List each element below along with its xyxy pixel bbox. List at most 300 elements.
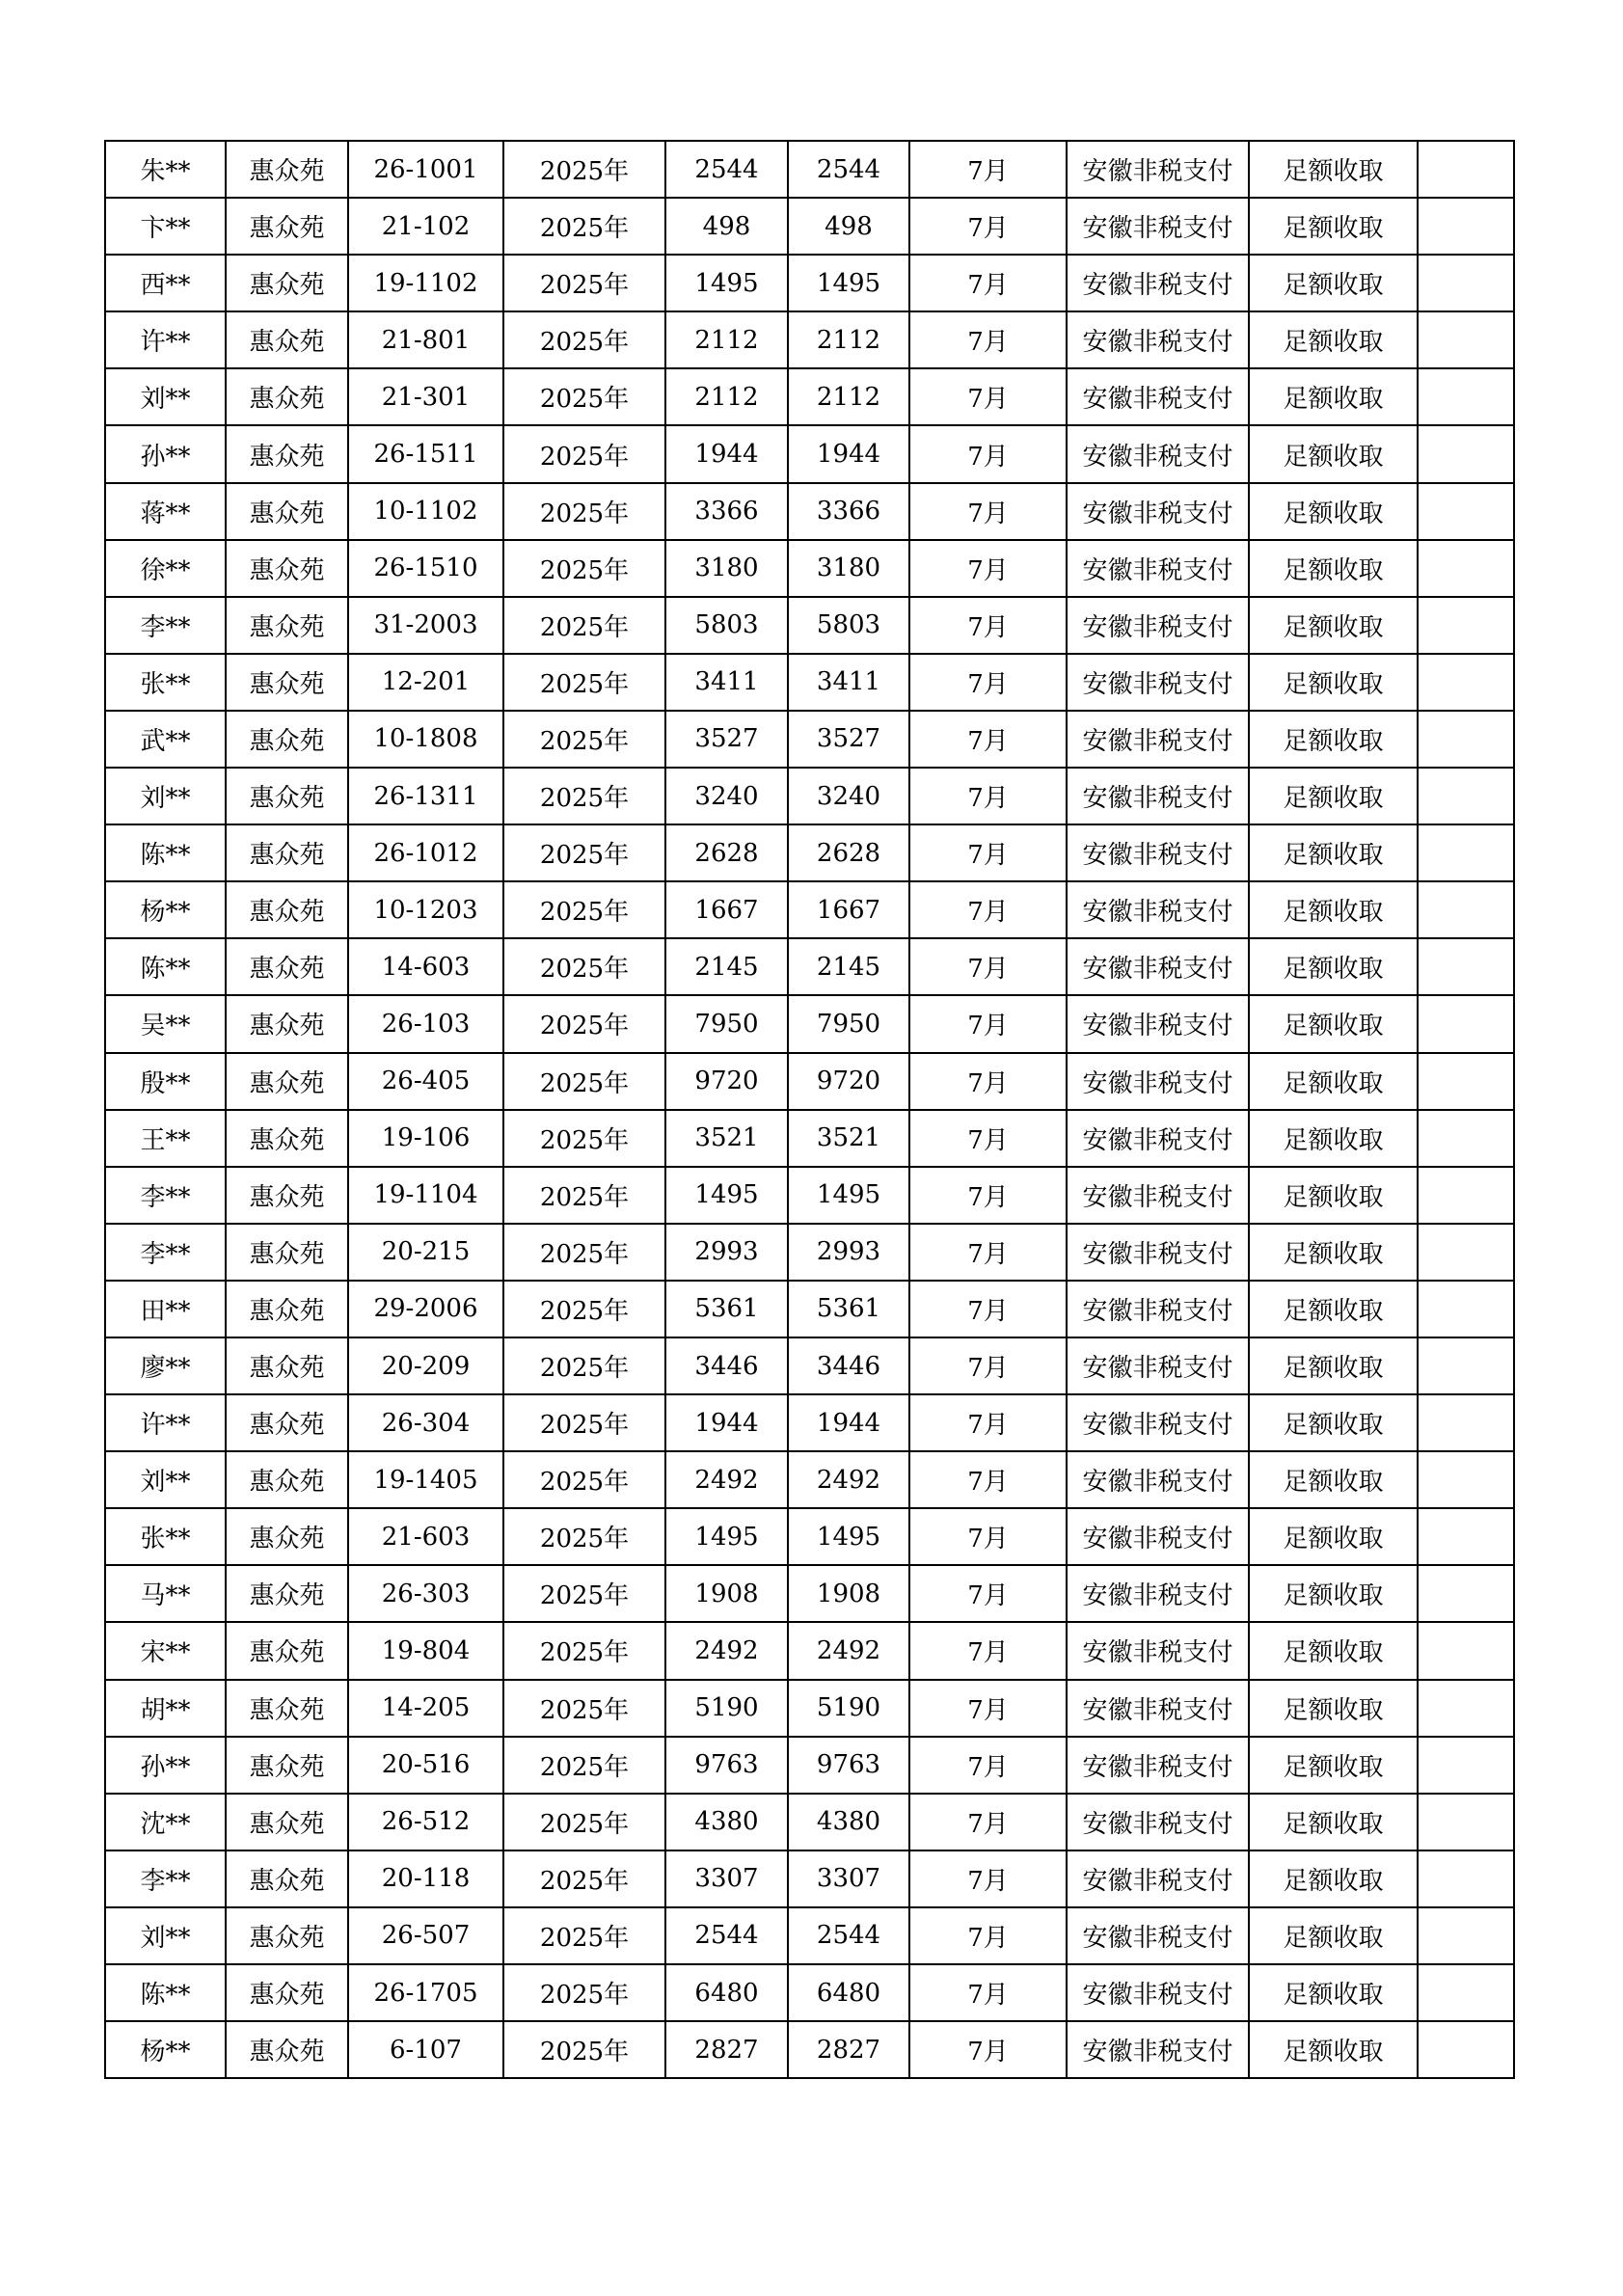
payment-method-cell: 安徽非税支付 bbox=[1067, 311, 1249, 368]
month-cell: 7月 bbox=[909, 1680, 1067, 1737]
community-cell: 惠众苑 bbox=[226, 1964, 348, 2021]
table-row bbox=[105, 1508, 1514, 1565]
status-cell: 足额收取 bbox=[1249, 1964, 1418, 2021]
remark-cell bbox=[1418, 425, 1514, 482]
amount-paid-cell: 1944 bbox=[788, 1394, 909, 1451]
remark-cell bbox=[1418, 1224, 1514, 1281]
name-cell: 马** bbox=[105, 1565, 226, 1622]
remark-cell bbox=[1418, 141, 1514, 198]
remark-cell bbox=[1418, 1850, 1514, 1907]
community-cell: 惠众苑 bbox=[226, 597, 348, 654]
table-row bbox=[105, 141, 1514, 198]
status-cell: 足额收取 bbox=[1249, 1508, 1418, 1565]
payment-method-cell: 安徽非税支付 bbox=[1067, 1394, 1249, 1451]
payment-method-cell: 安徽非税支付 bbox=[1067, 1508, 1249, 1565]
community-cell: 惠众苑 bbox=[226, 540, 348, 597]
unit-cell: 21-102 bbox=[348, 198, 503, 255]
unit-cell: 26-303 bbox=[348, 1565, 503, 1622]
amount-due-cell: 7950 bbox=[665, 995, 788, 1052]
year-cell: 2025年 bbox=[503, 1907, 665, 1964]
amount-due-cell: 1495 bbox=[665, 1508, 788, 1565]
status-cell: 足额收取 bbox=[1249, 1167, 1418, 1224]
remark-cell bbox=[1418, 1907, 1514, 1964]
year-cell: 2025年 bbox=[503, 2021, 665, 2078]
month-cell: 7月 bbox=[909, 654, 1067, 711]
unit-cell: 29-2006 bbox=[348, 1281, 503, 1337]
amount-due-cell: 6480 bbox=[665, 1964, 788, 2021]
month-cell: 7月 bbox=[909, 1337, 1067, 1394]
amount-due-cell: 1944 bbox=[665, 1394, 788, 1451]
month-cell: 7月 bbox=[909, 995, 1067, 1052]
name-cell: 刘** bbox=[105, 368, 226, 425]
status-cell: 足额收取 bbox=[1249, 1394, 1418, 1451]
year-cell: 2025年 bbox=[503, 1565, 665, 1622]
amount-paid-cell: 5803 bbox=[788, 597, 909, 654]
unit-cell: 26-512 bbox=[348, 1794, 503, 1850]
community-cell: 惠众苑 bbox=[226, 311, 348, 368]
amount-paid-cell: 7950 bbox=[788, 995, 909, 1052]
table-row bbox=[105, 1451, 1514, 1508]
unit-cell: 26-1001 bbox=[348, 141, 503, 198]
table-row bbox=[105, 483, 1514, 540]
name-cell: 陈** bbox=[105, 1964, 226, 2021]
month-cell: 7月 bbox=[909, 1110, 1067, 1167]
month-cell: 7月 bbox=[909, 425, 1067, 482]
amount-paid-cell: 2827 bbox=[788, 2021, 909, 2078]
community-cell: 惠众苑 bbox=[226, 938, 348, 995]
unit-cell: 26-1510 bbox=[348, 540, 503, 597]
month-cell: 7月 bbox=[909, 938, 1067, 995]
table-row bbox=[105, 1622, 1514, 1679]
amount-paid-cell: 5361 bbox=[788, 1281, 909, 1337]
remark-cell bbox=[1418, 2021, 1514, 2078]
amount-due-cell: 3521 bbox=[665, 1110, 788, 1167]
name-cell: 刘** bbox=[105, 1451, 226, 1508]
remark-cell bbox=[1418, 881, 1514, 938]
name-cell: 蒋** bbox=[105, 483, 226, 540]
month-cell: 7月 bbox=[909, 711, 1067, 768]
name-cell: 张** bbox=[105, 654, 226, 711]
community-cell: 惠众苑 bbox=[226, 1680, 348, 1737]
name-cell: 徐** bbox=[105, 540, 226, 597]
name-cell: 胡** bbox=[105, 1680, 226, 1737]
remark-cell bbox=[1418, 1794, 1514, 1850]
amount-paid-cell: 3521 bbox=[788, 1110, 909, 1167]
month-cell: 7月 bbox=[909, 1167, 1067, 1224]
payment-method-cell: 安徽非税支付 bbox=[1067, 654, 1249, 711]
amount-paid-cell: 2112 bbox=[788, 368, 909, 425]
amount-due-cell: 3446 bbox=[665, 1337, 788, 1394]
amount-due-cell: 5803 bbox=[665, 597, 788, 654]
year-cell: 2025年 bbox=[503, 141, 665, 198]
amount-paid-cell: 1667 bbox=[788, 881, 909, 938]
table-row bbox=[105, 540, 1514, 597]
remark-cell bbox=[1418, 1394, 1514, 1451]
table-row bbox=[105, 1964, 1514, 2021]
unit-cell: 21-301 bbox=[348, 368, 503, 425]
remark-cell bbox=[1418, 198, 1514, 255]
payment-method-cell: 安徽非税支付 bbox=[1067, 1281, 1249, 1337]
unit-cell: 19-1104 bbox=[348, 1167, 503, 1224]
table-row bbox=[105, 995, 1514, 1052]
year-cell: 2025年 bbox=[503, 1394, 665, 1451]
community-cell: 惠众苑 bbox=[226, 768, 348, 824]
name-cell: 西** bbox=[105, 255, 226, 311]
remark-cell bbox=[1418, 1281, 1514, 1337]
fee-ledger-table bbox=[104, 140, 1515, 2079]
remark-cell bbox=[1418, 768, 1514, 824]
month-cell: 7月 bbox=[909, 1622, 1067, 1679]
month-cell: 7月 bbox=[909, 311, 1067, 368]
status-cell: 足额收取 bbox=[1249, 824, 1418, 881]
status-cell: 足额收取 bbox=[1249, 1794, 1418, 1850]
amount-paid-cell: 3411 bbox=[788, 654, 909, 711]
status-cell: 足额收取 bbox=[1249, 1224, 1418, 1281]
status-cell: 足额收取 bbox=[1249, 1110, 1418, 1167]
unit-cell: 20-118 bbox=[348, 1850, 503, 1907]
year-cell: 2025年 bbox=[503, 255, 665, 311]
payment-method-cell: 安徽非税支付 bbox=[1067, 1224, 1249, 1281]
amount-paid-cell: 1908 bbox=[788, 1565, 909, 1622]
remark-cell bbox=[1418, 540, 1514, 597]
table-row bbox=[105, 1565, 1514, 1622]
year-cell: 2025年 bbox=[503, 1680, 665, 1737]
table-row bbox=[105, 1281, 1514, 1337]
unit-cell: 20-209 bbox=[348, 1337, 503, 1394]
amount-paid-cell: 3180 bbox=[788, 540, 909, 597]
month-cell: 7月 bbox=[909, 597, 1067, 654]
unit-cell: 19-1405 bbox=[348, 1451, 503, 1508]
name-cell: 许** bbox=[105, 1394, 226, 1451]
table-row bbox=[105, 1110, 1514, 1167]
community-cell: 惠众苑 bbox=[226, 2021, 348, 2078]
amount-paid-cell: 1495 bbox=[788, 1167, 909, 1224]
payment-method-cell: 安徽非税支付 bbox=[1067, 1167, 1249, 1224]
status-cell: 足额收取 bbox=[1249, 1622, 1418, 1679]
month-cell: 7月 bbox=[909, 2021, 1067, 2078]
year-cell: 2025年 bbox=[503, 483, 665, 540]
amount-due-cell: 2112 bbox=[665, 368, 788, 425]
amount-paid-cell: 2492 bbox=[788, 1622, 909, 1679]
community-cell: 惠众苑 bbox=[226, 1394, 348, 1451]
amount-paid-cell: 2544 bbox=[788, 141, 909, 198]
amount-due-cell: 2492 bbox=[665, 1622, 788, 1679]
month-cell: 7月 bbox=[909, 1794, 1067, 1850]
community-cell: 惠众苑 bbox=[226, 1794, 348, 1850]
name-cell: 李** bbox=[105, 1224, 226, 1281]
amount-due-cell: 4380 bbox=[665, 1794, 788, 1850]
amount-paid-cell: 6480 bbox=[788, 1964, 909, 2021]
year-cell: 2025年 bbox=[503, 368, 665, 425]
remark-cell bbox=[1418, 938, 1514, 995]
payment-method-cell: 安徽非税支付 bbox=[1067, 1907, 1249, 1964]
table-row bbox=[105, 311, 1514, 368]
amount-paid-cell: 1944 bbox=[788, 425, 909, 482]
community-cell: 惠众苑 bbox=[226, 1281, 348, 1337]
community-cell: 惠众苑 bbox=[226, 483, 348, 540]
table-row bbox=[105, 1907, 1514, 1964]
status-cell: 足额收取 bbox=[1249, 938, 1418, 995]
name-cell: 许** bbox=[105, 311, 226, 368]
name-cell: 朱** bbox=[105, 141, 226, 198]
name-cell: 廖** bbox=[105, 1337, 226, 1394]
unit-cell: 20-215 bbox=[348, 1224, 503, 1281]
year-cell: 2025年 bbox=[503, 1110, 665, 1167]
year-cell: 2025年 bbox=[503, 1167, 665, 1224]
year-cell: 2025年 bbox=[503, 1737, 665, 1794]
table-row bbox=[105, 368, 1514, 425]
month-cell: 7月 bbox=[909, 1281, 1067, 1337]
status-cell: 足额收取 bbox=[1249, 881, 1418, 938]
table-row bbox=[105, 1394, 1514, 1451]
unit-cell: 14-603 bbox=[348, 938, 503, 995]
table-row bbox=[105, 1337, 1514, 1394]
status-cell: 足额收取 bbox=[1249, 1053, 1418, 1110]
community-cell: 惠众苑 bbox=[226, 141, 348, 198]
unit-cell: 26-1705 bbox=[348, 1964, 503, 2021]
year-cell: 2025年 bbox=[503, 1794, 665, 1850]
amount-due-cell: 1944 bbox=[665, 425, 788, 482]
amount-paid-cell: 3366 bbox=[788, 483, 909, 540]
month-cell: 7月 bbox=[909, 1451, 1067, 1508]
year-cell: 2025年 bbox=[503, 198, 665, 255]
payment-method-cell: 安徽非税支付 bbox=[1067, 938, 1249, 995]
table-row bbox=[105, 1053, 1514, 1110]
amount-paid-cell: 5190 bbox=[788, 1680, 909, 1737]
remark-cell bbox=[1418, 311, 1514, 368]
status-cell: 足额收取 bbox=[1249, 1907, 1418, 1964]
year-cell: 2025年 bbox=[503, 1337, 665, 1394]
remark-cell bbox=[1418, 1737, 1514, 1794]
month-cell: 7月 bbox=[909, 1508, 1067, 1565]
community-cell: 惠众苑 bbox=[226, 1053, 348, 1110]
year-cell: 2025年 bbox=[503, 1622, 665, 1679]
status-cell: 足额收取 bbox=[1249, 368, 1418, 425]
year-cell: 2025年 bbox=[503, 881, 665, 938]
status-cell: 足额收取 bbox=[1249, 711, 1418, 768]
name-cell: 宋** bbox=[105, 1622, 226, 1679]
amount-paid-cell: 3446 bbox=[788, 1337, 909, 1394]
amount-paid-cell: 498 bbox=[788, 198, 909, 255]
payment-method-cell: 安徽非税支付 bbox=[1067, 540, 1249, 597]
amount-paid-cell: 1495 bbox=[788, 1508, 909, 1565]
name-cell: 卞** bbox=[105, 198, 226, 255]
amount-due-cell: 3411 bbox=[665, 654, 788, 711]
community-cell: 惠众苑 bbox=[226, 995, 348, 1052]
name-cell: 沈** bbox=[105, 1794, 226, 1850]
community-cell: 惠众苑 bbox=[226, 1622, 348, 1679]
status-cell: 足额收取 bbox=[1249, 425, 1418, 482]
month-cell: 7月 bbox=[909, 1907, 1067, 1964]
community-cell: 惠众苑 bbox=[226, 1565, 348, 1622]
name-cell: 杨** bbox=[105, 2021, 226, 2078]
name-cell: 李** bbox=[105, 1167, 226, 1224]
month-cell: 7月 bbox=[909, 1964, 1067, 2021]
amount-due-cell: 2492 bbox=[665, 1451, 788, 1508]
unit-cell: 21-603 bbox=[348, 1508, 503, 1565]
community-cell: 惠众苑 bbox=[226, 1907, 348, 1964]
status-cell: 足额收取 bbox=[1249, 1737, 1418, 1794]
table-row bbox=[105, 2021, 1514, 2078]
unit-cell: 26-405 bbox=[348, 1053, 503, 1110]
amount-due-cell: 2112 bbox=[665, 311, 788, 368]
payment-method-cell: 安徽非税支付 bbox=[1067, 1850, 1249, 1907]
community-cell: 惠众苑 bbox=[226, 1850, 348, 1907]
status-cell: 足额收取 bbox=[1249, 311, 1418, 368]
remark-cell bbox=[1418, 1622, 1514, 1679]
community-cell: 惠众苑 bbox=[226, 1337, 348, 1394]
table-row bbox=[105, 1737, 1514, 1794]
payment-method-cell: 安徽非税支付 bbox=[1067, 368, 1249, 425]
amount-due-cell: 3366 bbox=[665, 483, 788, 540]
table-row bbox=[105, 881, 1514, 938]
payment-method-cell: 安徽非税支付 bbox=[1067, 141, 1249, 198]
status-cell: 足额收取 bbox=[1249, 1451, 1418, 1508]
status-cell: 足额收取 bbox=[1249, 1680, 1418, 1737]
unit-cell: 10-1102 bbox=[348, 483, 503, 540]
remark-cell bbox=[1418, 995, 1514, 1052]
table-row bbox=[105, 654, 1514, 711]
remark-cell bbox=[1418, 1053, 1514, 1110]
unit-cell: 19-1102 bbox=[348, 255, 503, 311]
year-cell: 2025年 bbox=[503, 1053, 665, 1110]
payment-method-cell: 安徽非税支付 bbox=[1067, 1565, 1249, 1622]
payment-method-cell: 安徽非税支付 bbox=[1067, 2021, 1249, 2078]
table-row bbox=[105, 1680, 1514, 1737]
table-row bbox=[105, 597, 1514, 654]
status-cell: 足额收取 bbox=[1249, 2021, 1418, 2078]
amount-paid-cell: 9720 bbox=[788, 1053, 909, 1110]
name-cell: 吴** bbox=[105, 995, 226, 1052]
remark-cell bbox=[1418, 1167, 1514, 1224]
amount-due-cell: 9763 bbox=[665, 1737, 788, 1794]
month-cell: 7月 bbox=[909, 1850, 1067, 1907]
ledger-body bbox=[105, 141, 1514, 2078]
name-cell: 武** bbox=[105, 711, 226, 768]
payment-method-cell: 安徽非税支付 bbox=[1067, 255, 1249, 311]
year-cell: 2025年 bbox=[503, 711, 665, 768]
amount-paid-cell: 1495 bbox=[788, 255, 909, 311]
amount-due-cell: 3307 bbox=[665, 1850, 788, 1907]
amount-paid-cell: 2628 bbox=[788, 824, 909, 881]
payment-method-cell: 安徽非税支付 bbox=[1067, 198, 1249, 255]
amount-due-cell: 2628 bbox=[665, 824, 788, 881]
amount-paid-cell: 2112 bbox=[788, 311, 909, 368]
payment-method-cell: 安徽非税支付 bbox=[1067, 1110, 1249, 1167]
year-cell: 2025年 bbox=[503, 824, 665, 881]
payment-method-cell: 安徽非税支付 bbox=[1067, 881, 1249, 938]
status-cell: 足额收取 bbox=[1249, 1337, 1418, 1394]
status-cell: 足额收取 bbox=[1249, 654, 1418, 711]
payment-method-cell: 安徽非税支付 bbox=[1067, 597, 1249, 654]
remark-cell bbox=[1418, 1680, 1514, 1737]
amount-paid-cell: 2993 bbox=[788, 1224, 909, 1281]
month-cell: 7月 bbox=[909, 141, 1067, 198]
year-cell: 2025年 bbox=[503, 768, 665, 824]
unit-cell: 10-1203 bbox=[348, 881, 503, 938]
unit-cell: 14-205 bbox=[348, 1680, 503, 1737]
payment-method-cell: 安徽非税支付 bbox=[1067, 1964, 1249, 2021]
remark-cell bbox=[1418, 824, 1514, 881]
payment-method-cell: 安徽非税支付 bbox=[1067, 1680, 1249, 1737]
amount-due-cell: 1667 bbox=[665, 881, 788, 938]
month-cell: 7月 bbox=[909, 824, 1067, 881]
name-cell: 李** bbox=[105, 597, 226, 654]
payment-method-cell: 安徽非税支付 bbox=[1067, 1337, 1249, 1394]
community-cell: 惠众苑 bbox=[226, 1508, 348, 1565]
community-cell: 惠众苑 bbox=[226, 425, 348, 482]
amount-due-cell: 498 bbox=[665, 198, 788, 255]
name-cell: 孙** bbox=[105, 1737, 226, 1794]
unit-cell: 12-201 bbox=[348, 654, 503, 711]
table-row bbox=[105, 425, 1514, 482]
amount-due-cell: 2145 bbox=[665, 938, 788, 995]
unit-cell: 26-1511 bbox=[348, 425, 503, 482]
community-cell: 惠众苑 bbox=[226, 711, 348, 768]
name-cell: 陈** bbox=[105, 938, 226, 995]
amount-paid-cell: 3307 bbox=[788, 1850, 909, 1907]
amount-due-cell: 1908 bbox=[665, 1565, 788, 1622]
month-cell: 7月 bbox=[909, 881, 1067, 938]
name-cell: 孙** bbox=[105, 425, 226, 482]
amount-due-cell: 2544 bbox=[665, 1907, 788, 1964]
unit-cell: 26-1012 bbox=[348, 824, 503, 881]
amount-paid-cell: 2492 bbox=[788, 1451, 909, 1508]
amount-due-cell: 9720 bbox=[665, 1053, 788, 1110]
year-cell: 2025年 bbox=[503, 995, 665, 1052]
name-cell: 杨** bbox=[105, 881, 226, 938]
table-row bbox=[105, 824, 1514, 881]
table-row bbox=[105, 1794, 1514, 1850]
remark-cell bbox=[1418, 368, 1514, 425]
month-cell: 7月 bbox=[909, 1053, 1067, 1110]
community-cell: 惠众苑 bbox=[226, 1451, 348, 1508]
remark-cell bbox=[1418, 483, 1514, 540]
amount-paid-cell: 3527 bbox=[788, 711, 909, 768]
year-cell: 2025年 bbox=[503, 1964, 665, 2021]
table-row bbox=[105, 1167, 1514, 1224]
payment-method-cell: 安徽非税支付 bbox=[1067, 768, 1249, 824]
year-cell: 2025年 bbox=[503, 1224, 665, 1281]
amount-due-cell: 1495 bbox=[665, 255, 788, 311]
payment-method-cell: 安徽非税支付 bbox=[1067, 1737, 1249, 1794]
amount-due-cell: 3527 bbox=[665, 711, 788, 768]
status-cell: 足额收取 bbox=[1249, 995, 1418, 1052]
status-cell: 足额收取 bbox=[1249, 255, 1418, 311]
payment-method-cell: 安徽非税支付 bbox=[1067, 483, 1249, 540]
month-cell: 7月 bbox=[909, 368, 1067, 425]
community-cell: 惠众苑 bbox=[226, 1737, 348, 1794]
amount-due-cell: 3180 bbox=[665, 540, 788, 597]
month-cell: 7月 bbox=[909, 768, 1067, 824]
month-cell: 7月 bbox=[909, 1224, 1067, 1281]
amount-due-cell: 2544 bbox=[665, 141, 788, 198]
unit-cell: 26-1311 bbox=[348, 768, 503, 824]
name-cell: 王** bbox=[105, 1110, 226, 1167]
payment-method-cell: 安徽非税支付 bbox=[1067, 1622, 1249, 1679]
amount-due-cell: 1495 bbox=[665, 1167, 788, 1224]
table-row bbox=[105, 1850, 1514, 1907]
year-cell: 2025年 bbox=[503, 1850, 665, 1907]
year-cell: 2025年 bbox=[503, 1508, 665, 1565]
unit-cell: 6-107 bbox=[348, 2021, 503, 2078]
status-cell: 足额收取 bbox=[1249, 198, 1418, 255]
amount-due-cell: 5361 bbox=[665, 1281, 788, 1337]
month-cell: 7月 bbox=[909, 540, 1067, 597]
status-cell: 足额收取 bbox=[1249, 141, 1418, 198]
remark-cell bbox=[1418, 1451, 1514, 1508]
amount-due-cell: 2993 bbox=[665, 1224, 788, 1281]
